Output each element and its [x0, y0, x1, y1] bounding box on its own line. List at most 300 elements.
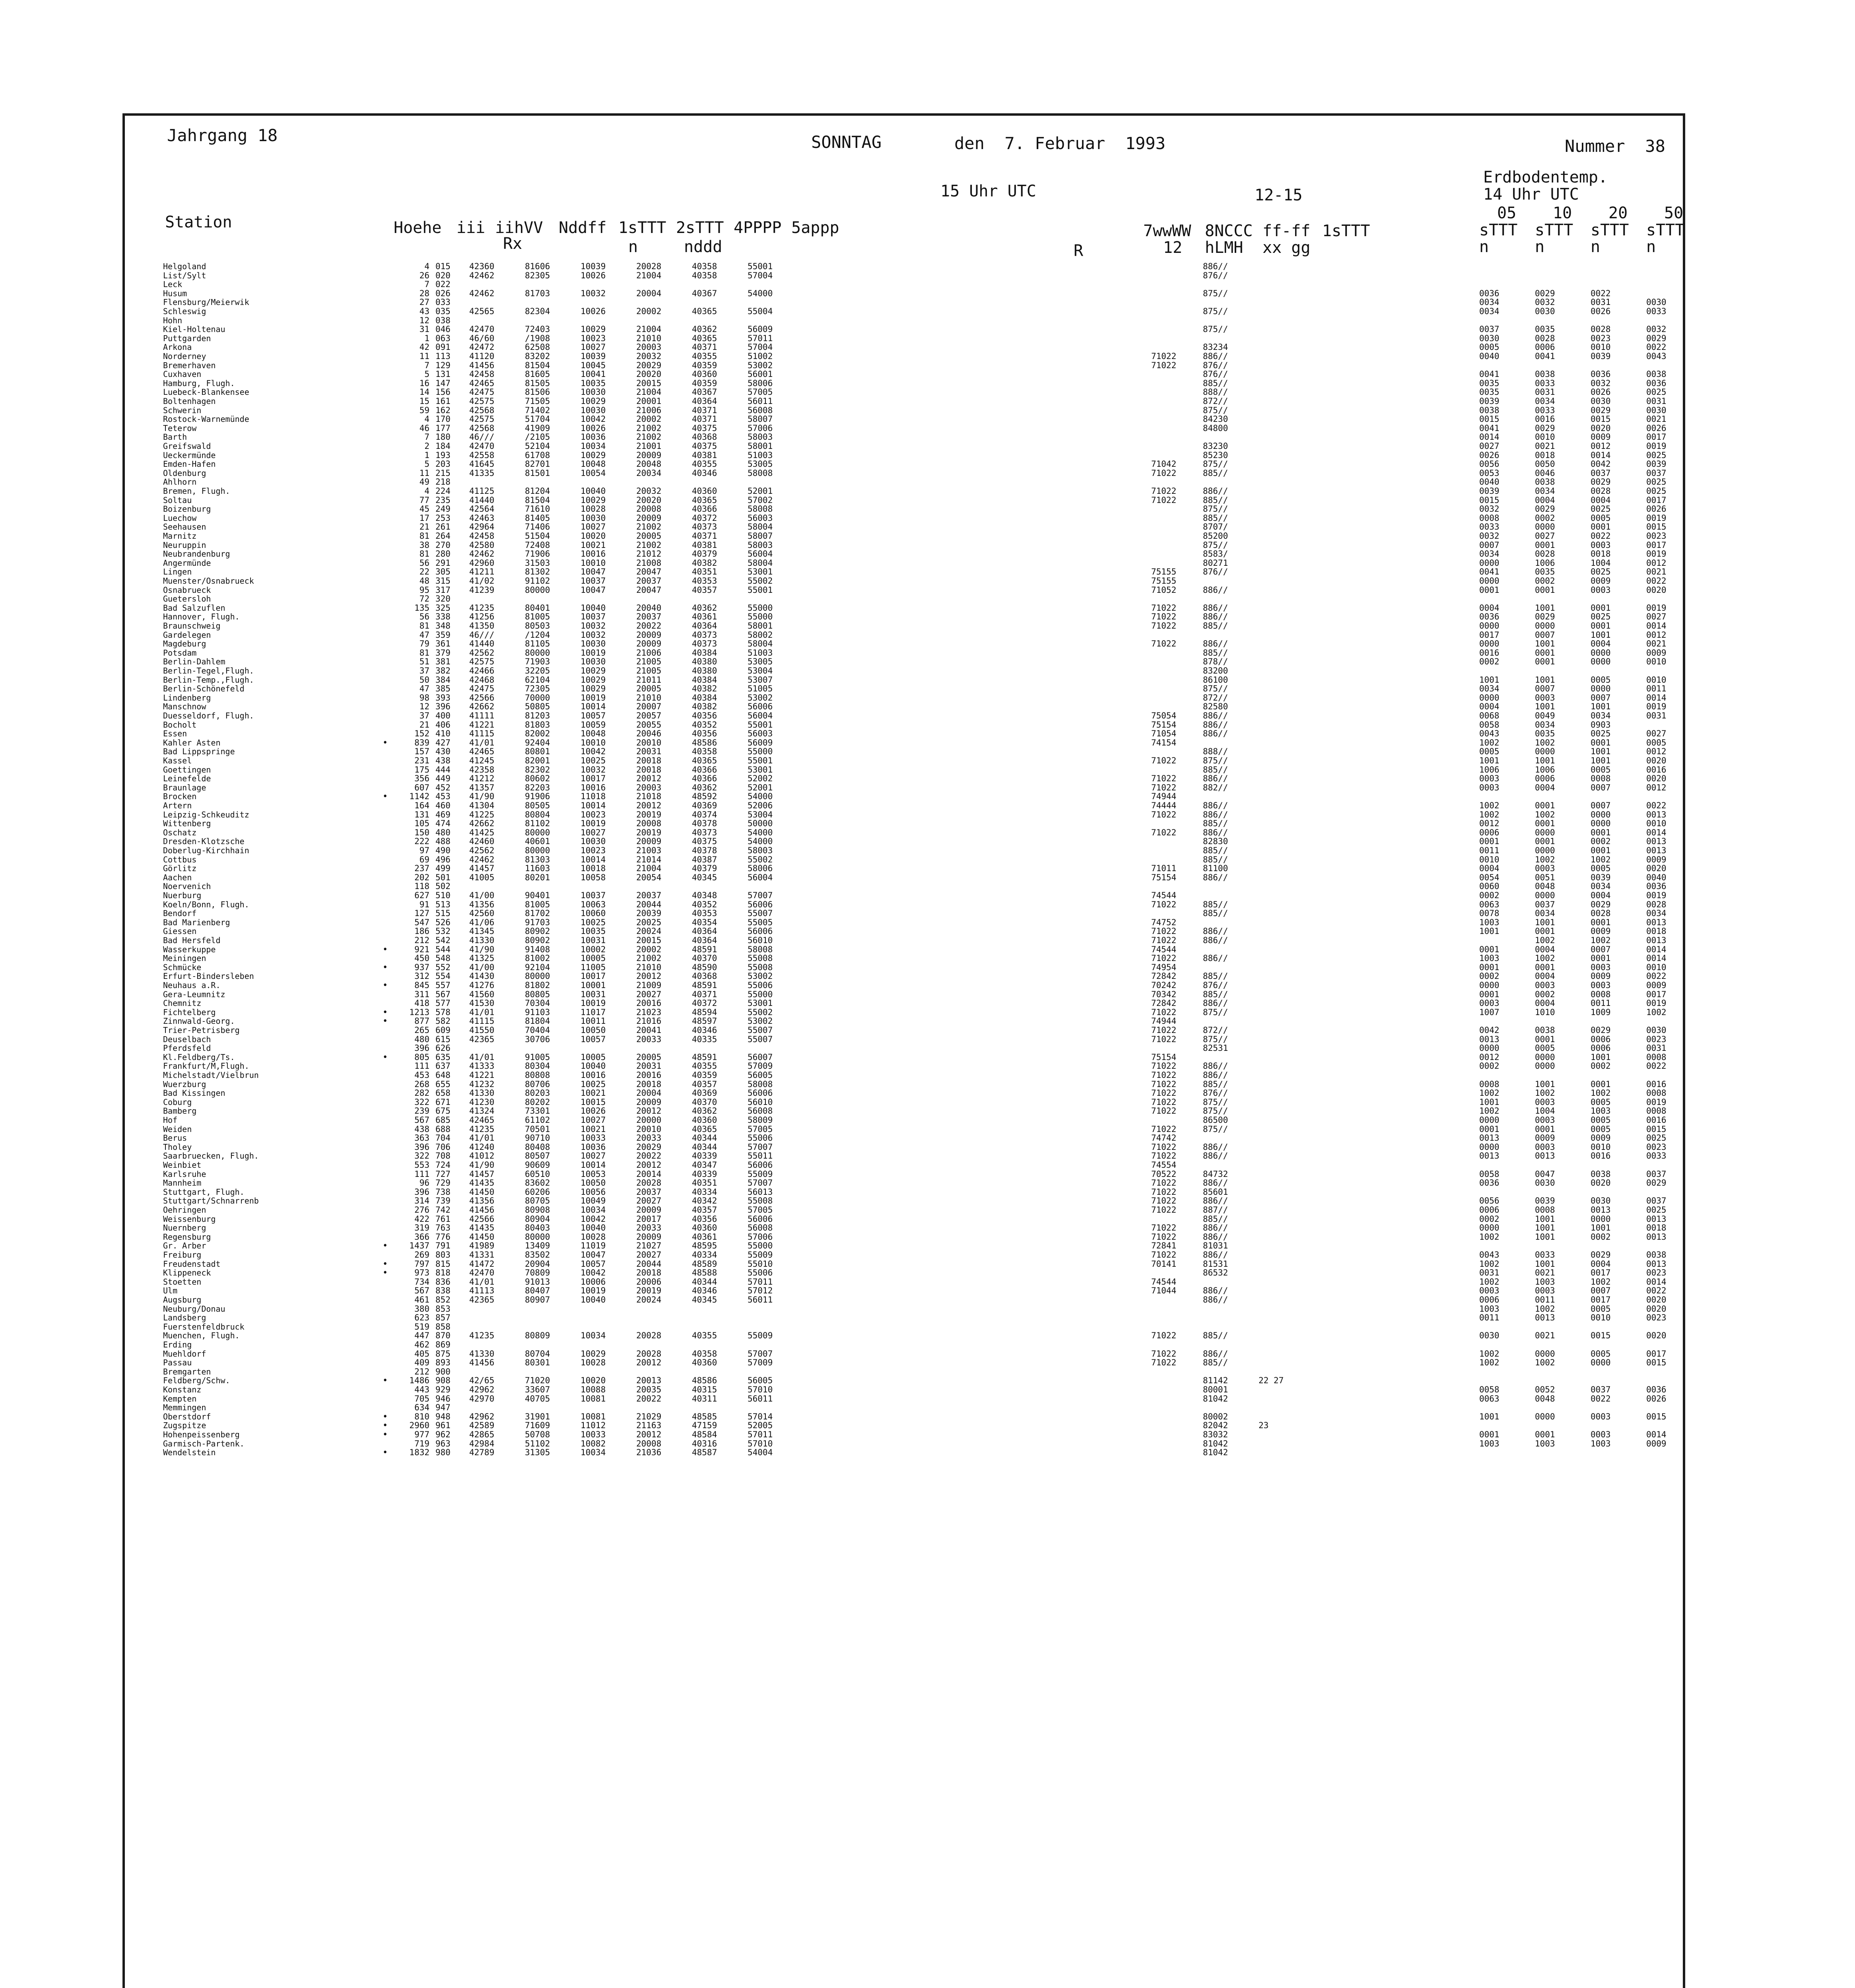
weather-7wwww: 72841: [1151, 1241, 1177, 1251]
temp-2sttt: 21016: [636, 1016, 662, 1026]
temp-2sttt: 20046: [636, 729, 662, 739]
temp-1sttt: 10032: [581, 765, 606, 775]
pressure-4pppp: 40356: [692, 1214, 717, 1224]
pressure-4pppp: 40370: [692, 953, 717, 963]
nddff: 92404: [525, 738, 550, 747]
temp-1sttt: 10063: [581, 899, 606, 909]
pressure-4pppp: 40357: [692, 585, 717, 595]
soil-05: 0053: [1479, 468, 1500, 478]
soil-10: 0013: [1535, 1313, 1555, 1323]
temp-2sttt: 20022: [636, 1151, 662, 1161]
soil-05: 1007: [1479, 1007, 1500, 1017]
nddff: 70404: [525, 1025, 550, 1035]
soil-05: 0039: [1479, 486, 1500, 496]
cloud-8nccc: 886//: [1203, 1178, 1228, 1188]
pressure-4pppp: 40362: [692, 324, 717, 334]
soil-20: 1001: [1591, 756, 1611, 765]
soil-05: 1001: [1479, 926, 1500, 936]
pressure-4pppp: 40357: [692, 1205, 717, 1215]
depth-10: 10: [1553, 204, 1572, 222]
soil-05: 0010: [1479, 854, 1500, 864]
nddff: 91703: [525, 917, 550, 927]
tendency-5appp: 50000: [748, 819, 773, 829]
temp-2sttt: 20034: [636, 468, 662, 478]
weather-7wwww: 71022: [1151, 1232, 1177, 1242]
soil-20: 0037: [1591, 468, 1611, 478]
temp-1sttt: 10025: [581, 1079, 606, 1089]
weekday-label: SONNTAG: [811, 132, 882, 152]
weather-7wwww: 75154: [1151, 872, 1177, 882]
iihvv: 42465: [469, 378, 495, 388]
iihvv: 41435: [469, 1178, 495, 1188]
tendency-5appp: 54000: [748, 288, 773, 298]
soil-10: 0030: [1535, 307, 1555, 316]
soil-20: 0039: [1591, 351, 1611, 361]
soil-10: 0005: [1535, 1043, 1555, 1053]
weather-7wwww: 71022: [1151, 1025, 1177, 1035]
station-id: 946: [435, 1394, 451, 1404]
pressure-4pppp: 40348: [692, 891, 717, 900]
station-height: 11: [419, 468, 429, 478]
temp-1sttt: 10082: [581, 1439, 606, 1448]
nddff: 81405: [525, 513, 550, 523]
station-height: 314: [414, 1196, 429, 1206]
station-name: Trier-Petrisberg: [163, 1025, 240, 1035]
soil-20: 0010: [1591, 1142, 1611, 1152]
soil-50: 0010: [1646, 675, 1667, 685]
mountain-marker: •: [383, 1007, 388, 1017]
soil-10: 0046: [1535, 468, 1555, 478]
temp-1sttt: 10042: [581, 747, 606, 757]
soil-05: 0013: [1479, 1034, 1500, 1044]
temp-1sttt: 10023: [581, 846, 606, 855]
station-name: Kahler Asten: [163, 738, 221, 747]
station-id: 685: [435, 1115, 451, 1125]
iihvv: 41325: [469, 953, 495, 963]
cloud-8nccc: 82580: [1203, 702, 1228, 712]
soil-20: 0009: [1591, 926, 1611, 936]
temp-1sttt: 10021: [581, 540, 606, 550]
cloud-8nccc: 85601: [1203, 1187, 1228, 1197]
station-height: 937: [414, 962, 429, 972]
soil-10: 0027: [1535, 531, 1555, 541]
nddff: 83602: [525, 1178, 550, 1188]
temp-2sttt: 20010: [636, 1124, 662, 1134]
soil-05: 0027: [1479, 441, 1500, 451]
soil-10: 1001: [1535, 756, 1555, 765]
temp-1sttt: 10029: [581, 324, 606, 334]
station-height: 462: [414, 1340, 429, 1349]
soil-20: 0009: [1591, 1133, 1611, 1143]
temp-2sttt: 20027: [636, 1196, 662, 1206]
pressure-4pppp: 40359: [692, 360, 717, 370]
soil-05: 1001: [1479, 756, 1500, 765]
soil-20: 0001: [1591, 603, 1611, 613]
tendency-5appp: 56008: [748, 1223, 773, 1233]
iihvv: 42565: [469, 307, 495, 316]
temp-2sttt: 20037: [636, 1187, 662, 1197]
soil-20: 0015: [1591, 1331, 1611, 1341]
soil-05: 0004: [1479, 603, 1500, 613]
soil-50: 0014: [1646, 944, 1667, 954]
nddff: 72408: [525, 540, 550, 550]
cloud-8nccc: 886//: [1203, 827, 1228, 837]
station-height: 81: [419, 531, 429, 541]
soil-05: 0008: [1479, 1079, 1500, 1089]
iihvv: 42789: [469, 1448, 495, 1458]
iihvv: 41550: [469, 1025, 495, 1035]
iihvv: 41324: [469, 1106, 495, 1116]
soil-10: 0035: [1535, 567, 1555, 577]
station-name: Konstanz: [163, 1385, 202, 1394]
soil-20: 0029: [1591, 1025, 1611, 1035]
station-name: Dresden-Klotzsche: [163, 837, 245, 846]
nddff: 81505: [525, 378, 550, 388]
station-name: Memmingen: [163, 1403, 206, 1413]
pressure-4pppp: 48591: [692, 980, 717, 990]
station-id: 317: [435, 585, 451, 595]
station-name: Arkona: [163, 342, 192, 352]
station-name: Bremerhaven: [163, 360, 216, 370]
iihvv: 41456: [469, 360, 495, 370]
soil-10: 1002: [1535, 1304, 1555, 1314]
temp-1sttt: 10034: [581, 1331, 606, 1341]
station-name: Stuttgart, Flugh.: [163, 1187, 245, 1197]
pressure-4pppp: 40379: [692, 864, 717, 874]
station-height: 17: [419, 513, 429, 523]
weather-7wwww: 71022: [1151, 1079, 1177, 1089]
weather-7wwww: 71022: [1151, 1250, 1177, 1260]
soil-20: 0010: [1591, 1313, 1611, 1323]
station-name: Mannheim: [163, 1178, 202, 1188]
station-name: Hamburg, Flugh.: [163, 378, 235, 388]
temp-1sttt: 10029: [581, 666, 606, 676]
station-height: 363: [414, 1133, 429, 1143]
station-id: 379: [435, 648, 451, 658]
cloud-8nccc: 886//: [1203, 1295, 1228, 1305]
soil-temp-time: 14 Uhr UTC: [1483, 185, 1579, 204]
soil-10: 0051: [1535, 872, 1555, 882]
temp-2sttt: 20031: [636, 1061, 662, 1071]
soil-05: 0006: [1479, 1295, 1500, 1305]
soil-05: 0068: [1479, 711, 1500, 720]
soil-05: 0013: [1479, 1133, 1500, 1143]
temp-2sttt: 21004: [636, 864, 662, 874]
soil-10: 0004: [1535, 782, 1555, 792]
iihvv: 41457: [469, 864, 495, 874]
iihvv: 42360: [469, 262, 495, 271]
temp-1sttt: 10014: [581, 801, 606, 810]
soil-20: 0030: [1591, 1196, 1611, 1206]
station-id: 544: [435, 944, 451, 954]
station-height: 14: [419, 387, 429, 397]
soil-20: 0022: [1591, 531, 1611, 541]
temp-1sttt: 10002: [581, 944, 606, 954]
col-8nccc: 8NCCC: [1205, 222, 1253, 240]
soil-50: 0031: [1646, 711, 1667, 720]
pressure-4pppp: 40359: [692, 378, 717, 388]
tendency-5appp: 58009: [748, 1115, 773, 1125]
soil-50: 0036: [1646, 881, 1667, 891]
soil-05: 0006: [1479, 1205, 1500, 1215]
soil-05: 0002: [1479, 971, 1500, 981]
station-height: 1142: [409, 792, 429, 802]
station-id: 501: [435, 872, 451, 882]
pressure-4pppp: 40373: [692, 827, 717, 837]
soil-05: 0002: [1479, 891, 1500, 900]
temp-1sttt: 10027: [581, 1115, 606, 1125]
soil-50: 0021: [1646, 567, 1667, 577]
weather-7wwww: 71022: [1151, 827, 1177, 837]
cloud-8nccc: 885//: [1203, 846, 1228, 855]
nddff: 71903: [525, 657, 550, 667]
soil-10: 0033: [1535, 378, 1555, 388]
temp-2sttt: 20016: [636, 1070, 662, 1080]
station-id: 637: [435, 1061, 451, 1071]
tendency-5appp: 53001: [748, 567, 773, 577]
station-height: 839: [414, 738, 429, 747]
soil-10: 1001: [1535, 1214, 1555, 1224]
tendency-5appp: 55002: [748, 854, 773, 864]
tendency-5appp: 55008: [748, 953, 773, 963]
iihvv: 41430: [469, 971, 495, 981]
temp-2sttt: 20032: [636, 351, 662, 361]
col-5appp: 5appp: [791, 219, 839, 237]
soil-10: 0039: [1535, 1196, 1555, 1206]
tendency-5appp: 57002: [748, 495, 773, 505]
cloud-8nccc: 875//: [1203, 459, 1228, 469]
weather-7wwww: 71042: [1151, 459, 1177, 469]
temp-2sttt: 21002: [636, 953, 662, 963]
soil-10: 0011: [1535, 1295, 1555, 1305]
soil-50: 0025: [1646, 486, 1667, 496]
soil-50: 0020: [1646, 1295, 1667, 1305]
station-height: 418: [414, 998, 429, 1008]
cloud-8nccc: 886//: [1203, 926, 1228, 936]
station-height: 28: [419, 288, 429, 298]
soil-05: 0002: [1479, 1061, 1500, 1071]
cloud-8nccc: 876//: [1203, 360, 1228, 370]
soil-10: 0021: [1535, 441, 1555, 451]
station-height: 222: [414, 837, 429, 846]
station-height: 59: [419, 405, 429, 415]
tendency-5appp: 53005: [748, 657, 773, 667]
cloud-8nccc: 886//: [1203, 262, 1228, 271]
station-height: 734: [414, 1277, 429, 1287]
station-name: Berus: [163, 1133, 187, 1143]
temp-2sttt: 21011: [636, 675, 662, 685]
cloud-8nccc: 80002: [1203, 1411, 1228, 1421]
station-id: 444: [435, 765, 451, 775]
weather-7wwww: 71022: [1151, 468, 1177, 478]
nddff: 81203: [525, 711, 550, 720]
tendency-5appp: 55007: [748, 1025, 773, 1035]
tendency-5appp: 57007: [748, 1349, 773, 1359]
station-name: Neubrandenburg: [163, 549, 230, 559]
station-height: 12: [419, 702, 429, 712]
temp-1sttt: 10040: [581, 1223, 606, 1233]
temp-1sttt: 10025: [581, 756, 606, 765]
soil-50: 0013: [1646, 810, 1667, 819]
nddff: /2105: [525, 432, 550, 442]
soil-05: 0000: [1479, 1043, 1500, 1053]
pressure-4pppp: 40378: [692, 819, 717, 829]
temp-1sttt: 10037: [581, 612, 606, 622]
pressure-4pppp: 40357: [692, 1079, 717, 1089]
station-height: 634: [414, 1403, 429, 1413]
pressure-4pppp: 48586: [692, 738, 717, 747]
nddff: 32205: [525, 666, 550, 676]
station-name: Garmisch-Partenk.: [163, 1439, 245, 1448]
weather-7wwww: 71022: [1151, 360, 1177, 370]
col-iii: iii: [456, 219, 486, 237]
soil-50: 0020: [1646, 864, 1667, 874]
temp-1sttt: 10029: [581, 495, 606, 505]
temp-1sttt: 10047: [581, 567, 606, 577]
pressure-4pppp: 40373: [692, 639, 717, 649]
soil-20: 0001: [1591, 917, 1611, 927]
tendency-5appp: 53002: [748, 693, 773, 703]
pressure-4pppp: 40358: [692, 262, 717, 271]
cloud-8nccc: 80001: [1203, 1385, 1228, 1394]
nddff: /1908: [525, 333, 550, 343]
station-id: 320: [435, 594, 451, 604]
nddff: 81606: [525, 262, 550, 271]
soil-10: 1002: [1535, 810, 1555, 819]
station-name: Schmücke: [163, 962, 202, 972]
pressure-4pppp: 48587: [692, 1448, 717, 1458]
col-rx: Rx: [503, 235, 523, 253]
station-id: 488: [435, 837, 451, 846]
station-name: Fuerstenfeldbruck: [163, 1322, 245, 1332]
cloud-8nccc: 875//: [1203, 1106, 1228, 1116]
station-name: Leinefelde: [163, 774, 211, 784]
temp-1sttt: 10029: [581, 684, 606, 694]
pressure-4pppp: 40360: [692, 1223, 717, 1233]
soil-10: 0034: [1535, 720, 1555, 730]
nddff: 70000: [525, 693, 550, 703]
soil-50: 0015: [1646, 1124, 1667, 1134]
station-id: 026: [435, 288, 451, 298]
nddff: 52104: [525, 441, 550, 451]
station-id: 452: [435, 782, 451, 792]
station-id: 708: [435, 1151, 451, 1161]
weather-7wwww: 74544: [1151, 1277, 1177, 1287]
pressure-4pppp: 40371: [692, 989, 717, 999]
temp-1sttt: 10057: [581, 711, 606, 720]
pressure-4pppp: 40344: [692, 1277, 717, 1287]
station-name: Nuerburg: [163, 891, 202, 900]
soil-10: 0029: [1535, 288, 1555, 298]
tendency-5appp: 56010: [748, 936, 773, 945]
soil-20: 0028: [1591, 909, 1611, 918]
tendency-5appp: 52006: [748, 801, 773, 810]
soil-05: 1002: [1479, 1259, 1500, 1269]
iihvv: 42662: [469, 702, 495, 712]
nddff: 82002: [525, 729, 550, 739]
station-name: Artern: [163, 801, 192, 810]
station-height: 805: [414, 1052, 429, 1062]
pressure-4pppp: 40353: [692, 576, 717, 586]
temp-1sttt: 10040: [581, 1061, 606, 1071]
temp-2sttt: 21010: [636, 333, 662, 343]
temp-1sttt: 10050: [581, 1178, 606, 1188]
station-name: Hof: [163, 1115, 178, 1125]
tendency-5appp: 55002: [748, 576, 773, 586]
tendency-5appp: 57011: [748, 333, 773, 343]
temp-2sttt: 20002: [636, 944, 662, 954]
soil-20: 0001: [1591, 953, 1611, 963]
station-id: 215: [435, 468, 451, 478]
soil-10: 0031: [1535, 387, 1555, 397]
iihvv: 41530: [469, 998, 495, 1008]
soil-10: 1001: [1535, 917, 1555, 927]
station-id: 929: [435, 1385, 451, 1394]
cloud-8nccc: 876//: [1203, 980, 1228, 990]
soil-05: 0014: [1479, 432, 1500, 442]
temp-1sttt: 10018: [581, 864, 606, 874]
station-height: 150: [414, 827, 429, 837]
soil-50: 0019: [1646, 603, 1667, 613]
soil-10: 0029: [1535, 423, 1555, 433]
soil-50: 0011: [1646, 684, 1667, 694]
soil-20: 0003: [1591, 962, 1611, 972]
cloud-8nccc: 83230: [1203, 441, 1228, 451]
iihvv: 41005: [469, 872, 495, 882]
tendency-5appp: 58003: [748, 540, 773, 550]
station-height: 450: [414, 953, 429, 963]
temp-1sttt: 10049: [581, 1196, 606, 1206]
pressure-4pppp: 47159: [692, 1421, 717, 1431]
soil-05: 1002: [1479, 1349, 1500, 1359]
col-ff-ff: ff-ff: [1263, 222, 1311, 240]
weather-7wwww: 71022: [1151, 1151, 1177, 1161]
pressure-4pppp: 40372: [692, 513, 717, 523]
station-name: Bad Hersfeld: [163, 936, 221, 945]
soil-20: 1009: [1591, 1007, 1611, 1017]
soil-10: 0048: [1535, 881, 1555, 891]
iihvv: 41/90: [469, 792, 495, 802]
nddff: 80408: [525, 1142, 550, 1152]
soil-50: 0008: [1646, 1106, 1667, 1116]
temp-2sttt: 20010: [636, 738, 662, 747]
soil-20: 0001: [1591, 827, 1611, 837]
temp-2sttt: 20016: [636, 998, 662, 1008]
iihvv: 42566: [469, 1214, 495, 1224]
soil-20: 0017: [1591, 1295, 1611, 1305]
tendency-5appp: 58001: [748, 441, 773, 451]
station-name: Greifswald: [163, 441, 211, 451]
tendency-5appp: 56001: [748, 369, 773, 379]
station-id: 853: [435, 1304, 451, 1314]
station-height: 7: [424, 432, 429, 442]
station-name: Cottbus: [163, 854, 197, 864]
station-height: 921: [414, 944, 429, 954]
cloud-8nccc: 876//: [1203, 369, 1228, 379]
pressure-4pppp: 40359: [692, 1070, 717, 1080]
station-height: 97: [419, 846, 429, 855]
iihvv: 41645: [469, 459, 495, 469]
nddff: 80000: [525, 1232, 550, 1242]
temp-1sttt: 10048: [581, 729, 606, 739]
nddff: 81504: [525, 495, 550, 505]
station-name: Tholey: [163, 1142, 192, 1152]
soil-05: 0040: [1479, 477, 1500, 487]
station-id: 836: [435, 1277, 451, 1287]
nddff: 91013: [525, 1277, 550, 1287]
tendency-5appp: 55009: [748, 1331, 773, 1341]
soil-50: 0009: [1646, 854, 1667, 864]
